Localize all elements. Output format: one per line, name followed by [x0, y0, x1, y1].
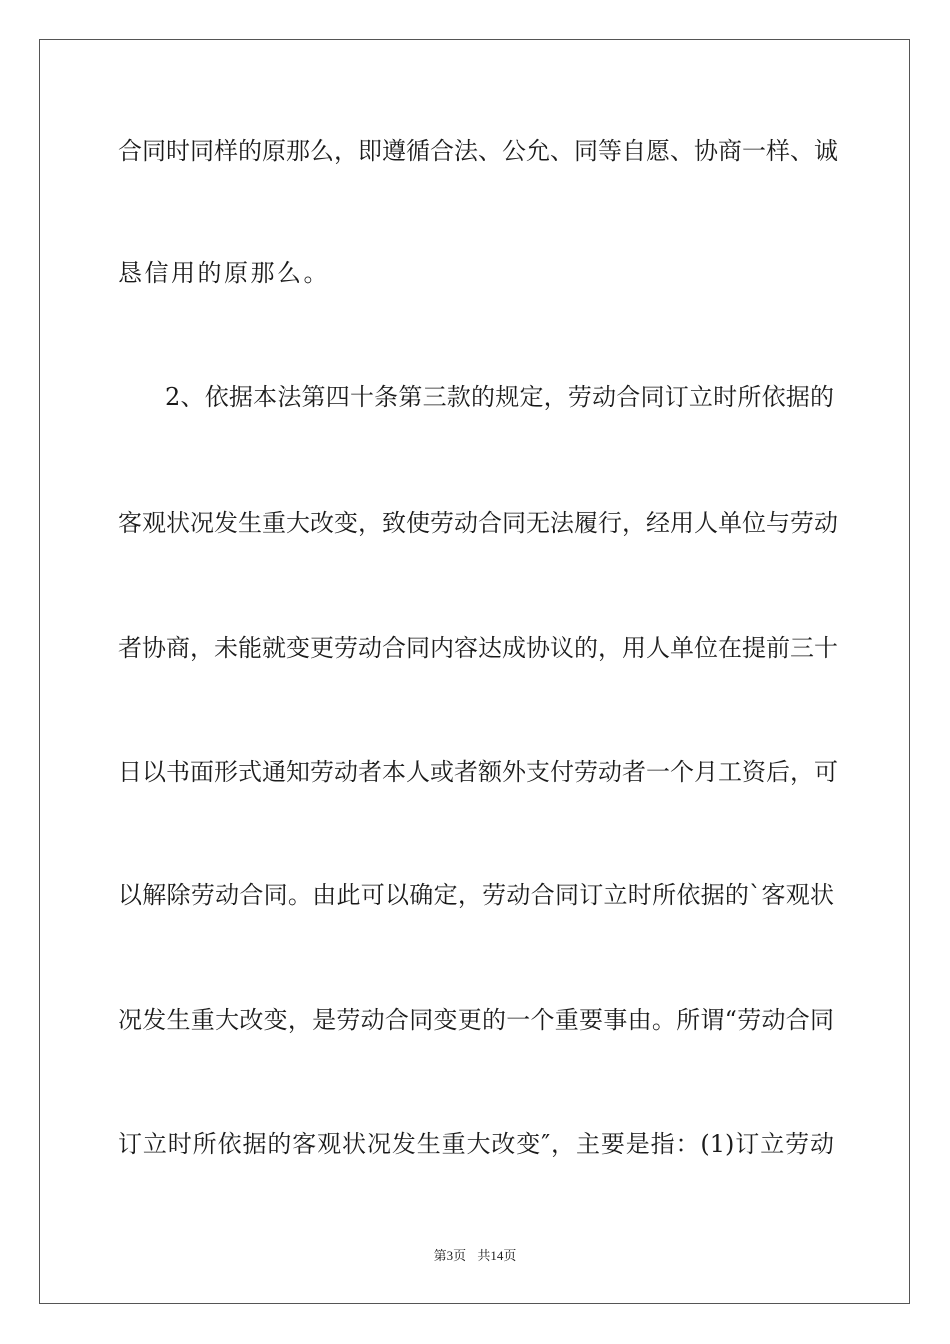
body-text-line-4: 客观状况发生重大改变，致使劳动合同无法履行，经用人单位与劳动 [118, 509, 838, 537]
body-text-line-9: 订立时所依据的客观状况发生重大改变″，主要是指：(1)订立劳动 [118, 1130, 834, 1158]
page-number: 第3页 [433, 1248, 467, 1263]
body-text-line-1: 合同时同样的原那么，即遵循合法、公允、同等自愿、协商一样、诚 [118, 137, 838, 165]
page-total: 共14页 [477, 1248, 517, 1263]
body-text-line-2: 恳信用的原那么。 [118, 259, 330, 287]
page-border [39, 39, 910, 1304]
body-text-line-6: 日以书面形式通知劳动者本人或者额外支付劳动者一个月工资后，可 [118, 758, 838, 786]
body-text-line-3: 2、依据本法第四十条第三款的规定，劳动合同订立时所依据的 [165, 383, 834, 411]
page-footer [0, 1248, 950, 1264]
body-text-line-5: 者协商，未能就变更劳动合同内容达成协议的，用人单位在提前三十 [118, 634, 838, 662]
body-text-line-8: 况发生重大改变，是劳动合同变更的一个重要事由。所谓“劳动合同 [118, 1006, 834, 1034]
body-text-line-7: 以解除劳动合同。由此可以确定，劳动合同订立时所依据的`客观状 [118, 881, 834, 909]
